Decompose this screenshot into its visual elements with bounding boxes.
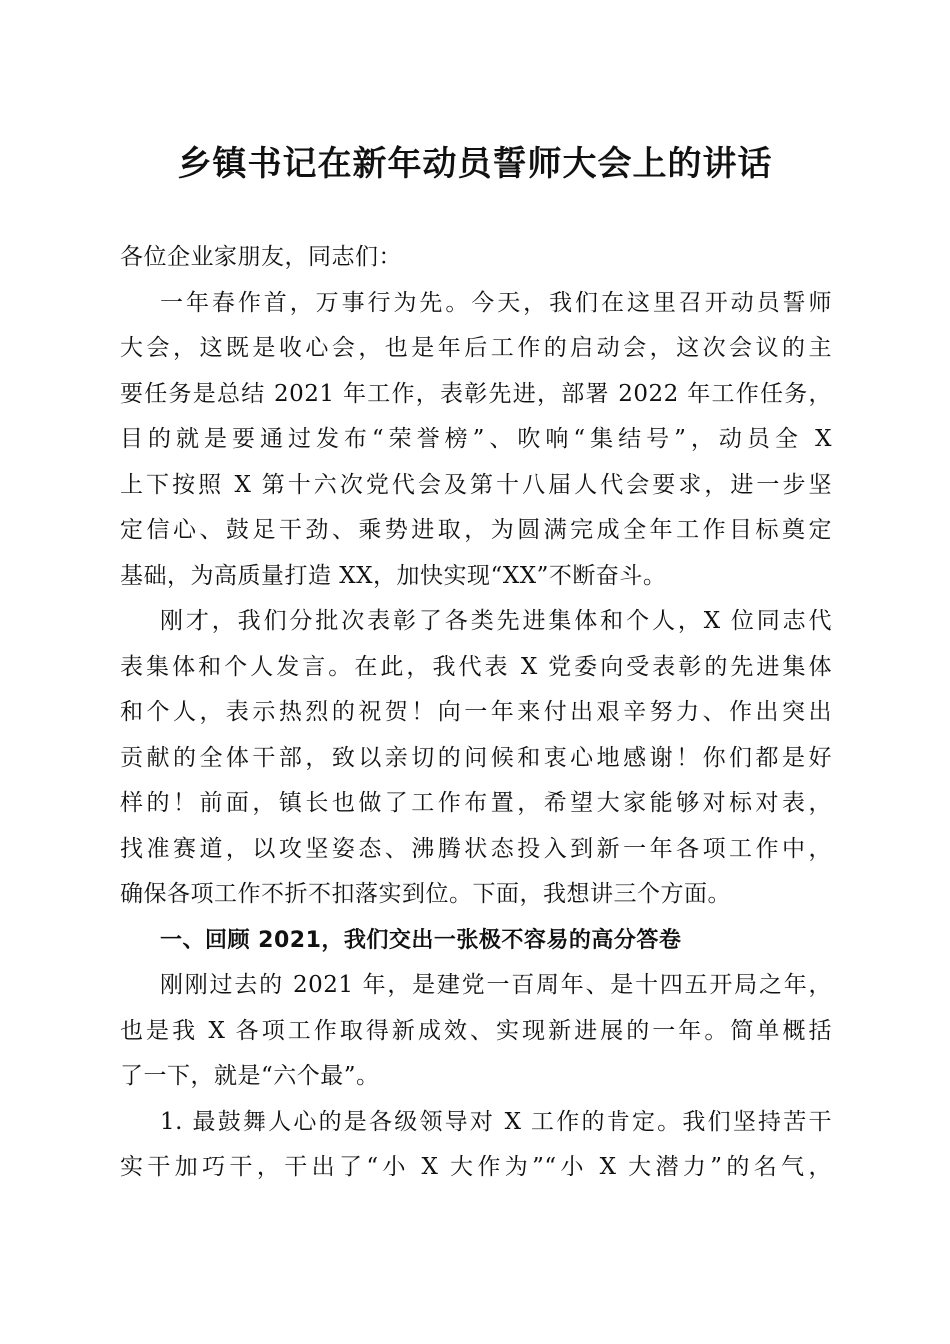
paragraph-line: 和个人，表示热烈的祝贺！向一年来付出艰辛努力、作出突出 <box>120 699 832 725</box>
paragraph-line: 要任务是总结 2021 年工作，表彰先进，部署 2022 年工作任务， <box>120 380 832 407</box>
paragraph-line: 实干加巧干，干出了“小 X 大作为”“小 X 大潜力”的名气， <box>120 1154 832 1180</box>
paragraph-line: 了一下，就是“六个最”。 <box>120 1063 380 1089</box>
paragraph-line: 表集体和个人发言。在此，我代表 X 党委向受表彰的先进集体 <box>120 653 832 680</box>
paragraph-line: 定信心、鼓足干劲、乘势进取，为圆满完成全年工作目标奠定 <box>120 517 832 543</box>
paragraph-line: 大会，这既是收心会，也是年后工作的启动会，这次会议的主 <box>120 335 832 361</box>
paragraph-line: 刚才，我们分批次表彰了各类先进集体和个人，X 位同志代 <box>160 608 832 634</box>
paragraph-line: 确保各项工作不折不扣落实到位。下面，我想讲三个方面。 <box>120 881 731 907</box>
paragraph-line: 1. 最鼓舞人心的是各级领导对 X 工作的肯定。我们坚持苦干 <box>160 1108 832 1135</box>
paragraph-line: 刚刚过去的 2021 年，是建党一百周年、是十四五开局之年， <box>160 972 832 998</box>
paragraph-line: 基础，为高质量打造 XX，加快实现“XX”不断奋斗。 <box>120 562 667 589</box>
paragraph-line: 贡献的全体干部，致以亲切的问候和衷心地感谢！你们都是好 <box>120 744 832 771</box>
document-body <box>120 235 832 1191</box>
document-title: 乡镇书记在新年动员誓师大会上的讲话 <box>177 144 773 184</box>
paragraph-line: 一年春作首，万事行为先。今天，我们在这里召开动员誓师 <box>160 289 832 316</box>
paragraph-line: 也是我 X 各项工作取得新成效、实现新进展的一年。简单概括 <box>120 1017 832 1044</box>
paragraph-line: 样的！前面，镇长也做了工作布置，希望大家能够对标对表， <box>120 790 832 816</box>
paragraph-line: 各位企业家朋友，同志们： <box>120 244 402 270</box>
paragraph-line: 目的就是要通过发布“荣誉榜”、吹响“集结号”，动员全 X <box>120 426 832 452</box>
paragraph-line: 找准赛道，以攻坚姿态、沸腾状态投入到新一年各项工作中， <box>120 835 832 862</box>
paragraph-line: 上下按照 X 第十六次党代会及第十八届人代会要求，进一步坚 <box>120 471 832 498</box>
section-heading: 一、回顾 2021，我们交出一张极不容易的高分答卷 <box>160 927 682 953</box>
